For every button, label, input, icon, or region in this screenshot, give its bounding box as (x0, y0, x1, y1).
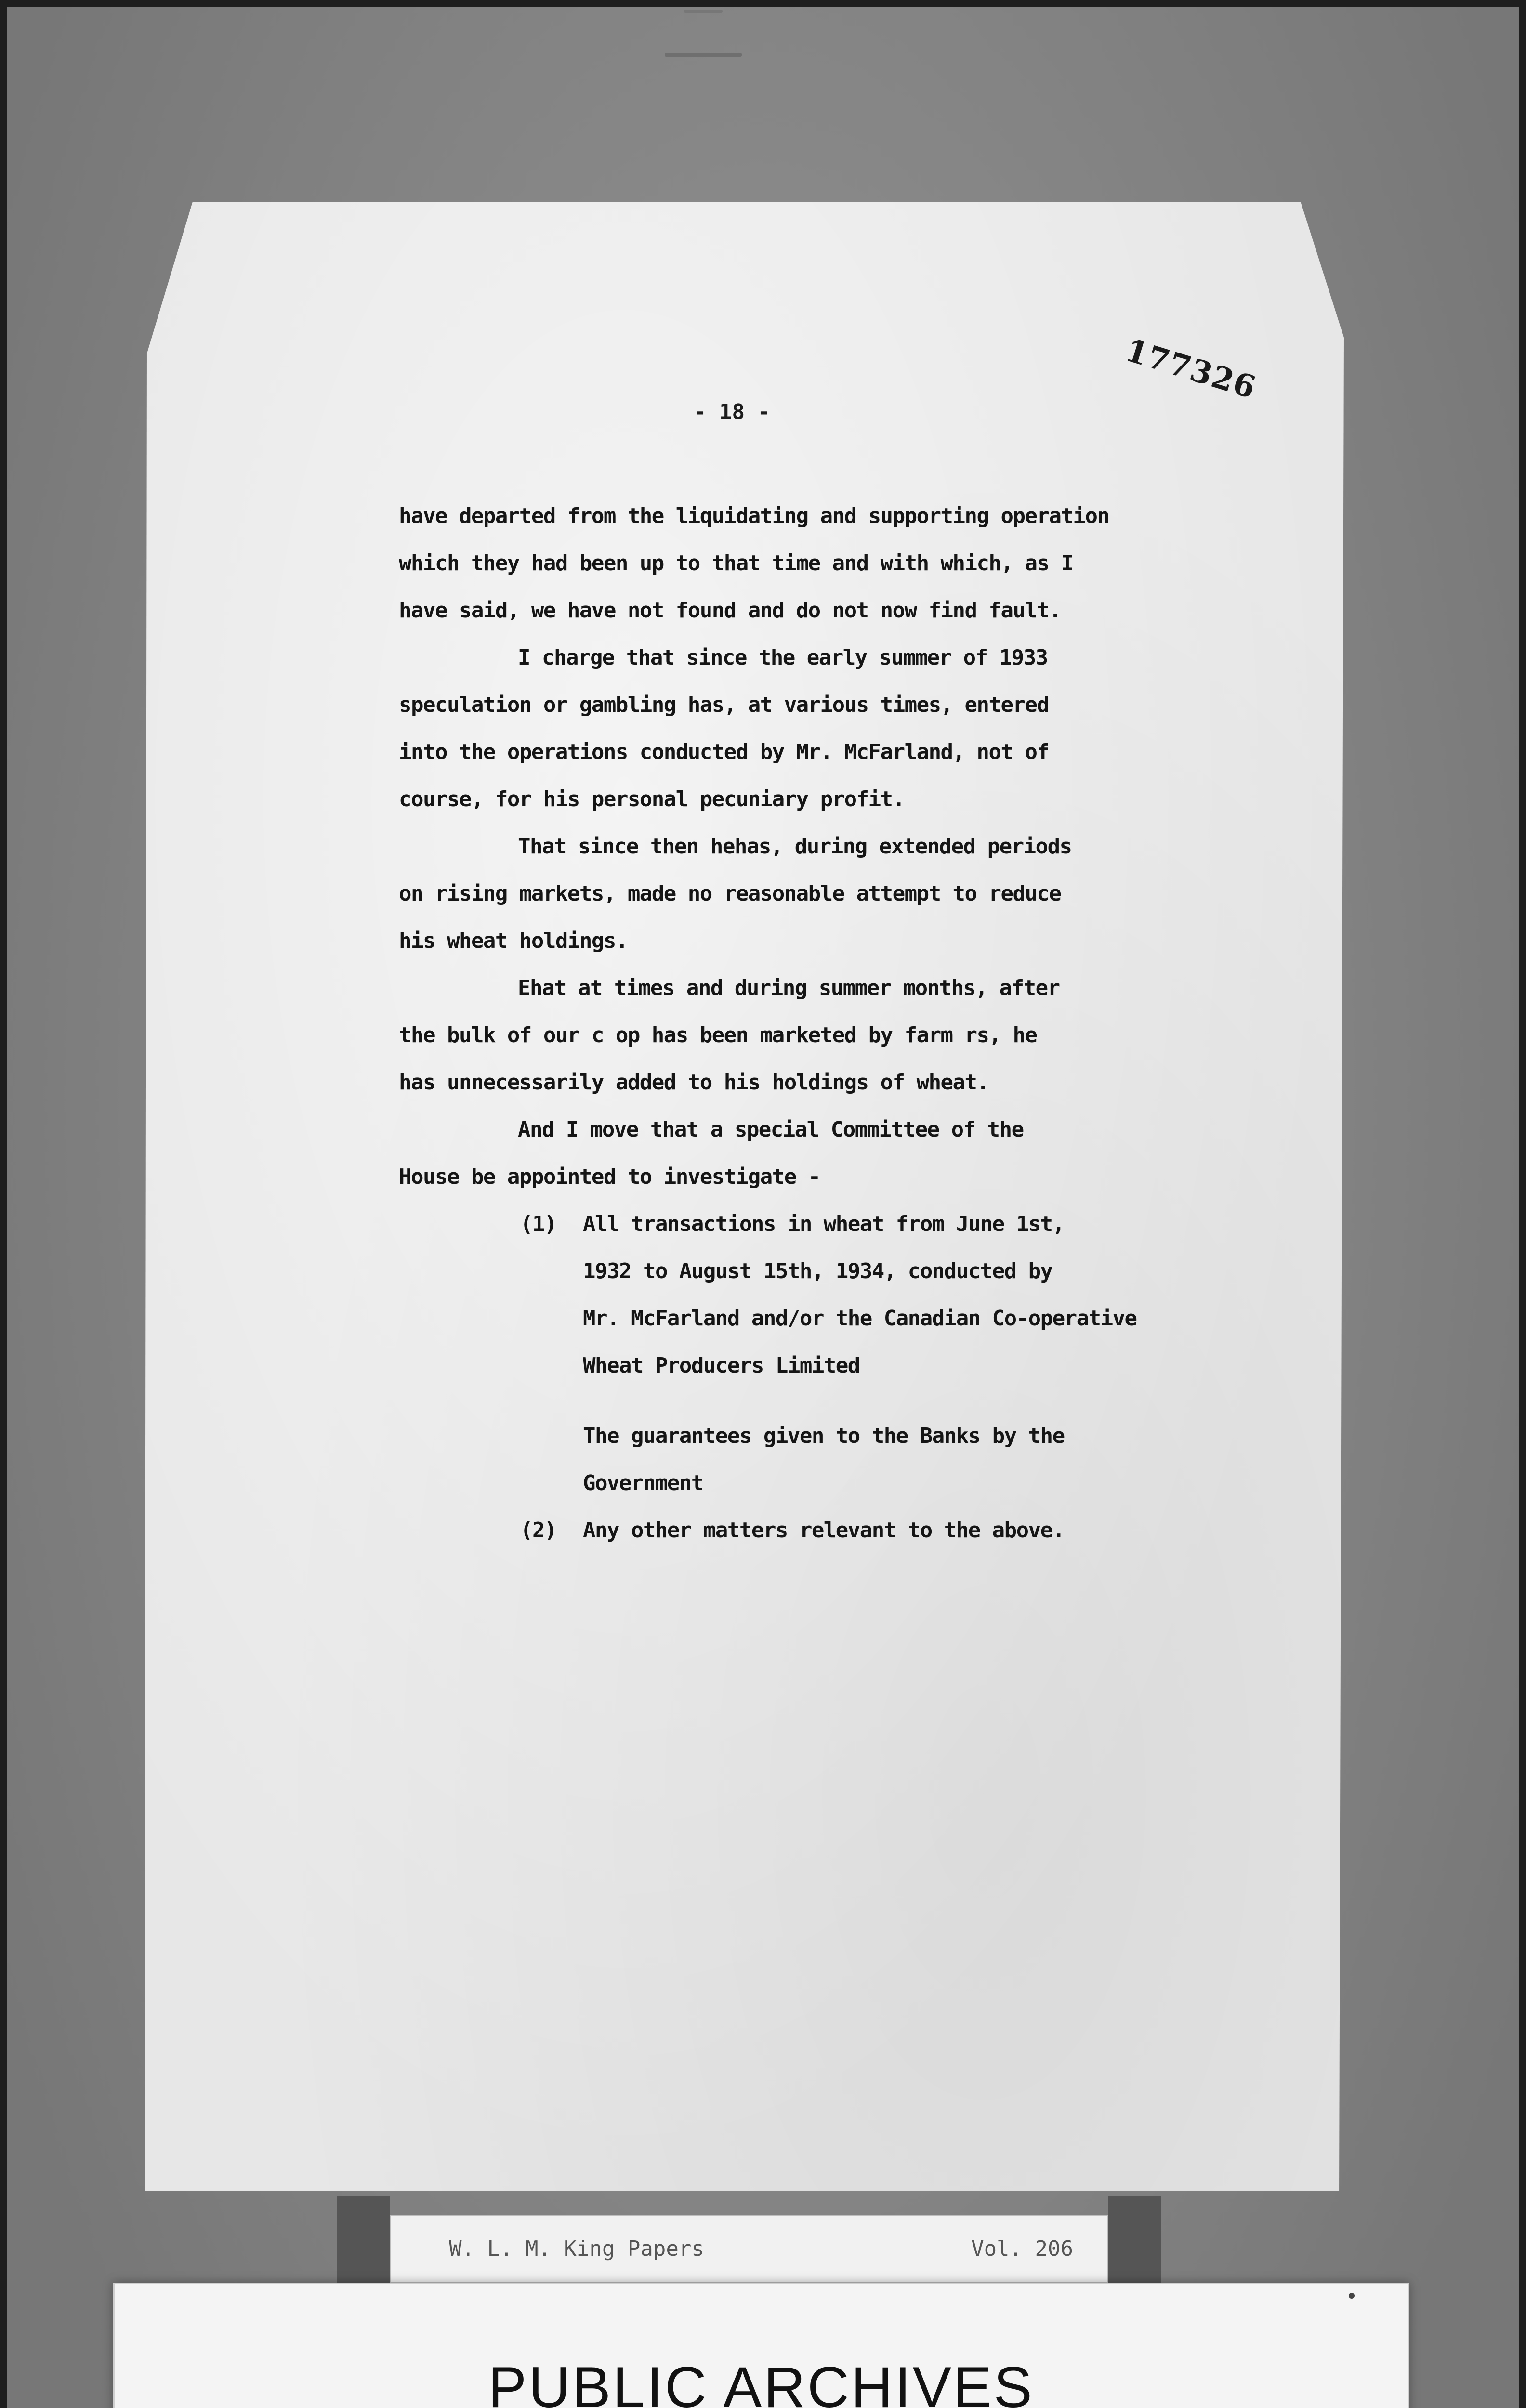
text-line: Wheat Producers Limited (583, 1353, 860, 1378)
text-line: 1932 to August 15th, 1934, conducted by (583, 1259, 1052, 1283)
archives-card (113, 2283, 1409, 2408)
text-line: course, for his personal pecuniary profit. (399, 787, 905, 811)
catalog-number: 177326 (1121, 332, 1261, 406)
text-line: on rising markets, made no reasonable attempt to reduce (399, 881, 1061, 906)
text-line: Government (583, 1471, 703, 1495)
text-line: Ehat at times and during summer months, after (518, 976, 1060, 1000)
text-line: All transactions in wheat from June 1st, (583, 1212, 1065, 1236)
text-line: speculation or gambling has, at various times, entered (399, 693, 1049, 717)
text-line: into the operations conducted by Mr. McFarland, not of (399, 740, 1049, 764)
page-number: - 18 - (694, 400, 770, 424)
text-line: That since then hehas, during extended periods (518, 834, 1072, 859)
text-line: which they had been up to that time and with which, as I (399, 551, 1073, 576)
text-line: have departed from the liquidating and supporting operation (399, 504, 1109, 528)
text-line: have said, we have not found and do not now find fault. (399, 598, 1061, 623)
text-line: House be appointed to investigate - (399, 1165, 820, 1189)
list-marker: (1) (520, 1212, 556, 1236)
text-line: has unnecessarily added to his holdings of wheat. (399, 1070, 989, 1095)
archives-title-english: PUBLIC ARCHIVES (488, 2355, 1034, 2408)
text-line: the bulk of our c op has been marketed by farm rs, he (399, 1023, 1037, 1047)
collection-name: W. L. M. King Papers (449, 2237, 704, 2261)
text-line: I charge that since the early summer of 1933 (518, 645, 1048, 670)
mount-strip (1108, 2196, 1161, 2297)
text-line: Mr. McFarland and/or the Canadian Co-operative (583, 1306, 1137, 1331)
text-line: The guarantees given to the Banks by the (583, 1424, 1065, 1448)
typed-document-sheet (145, 202, 1344, 2191)
card-mark (1349, 2293, 1355, 2299)
list-marker: (2) (520, 1518, 556, 1543)
mount-strip (337, 2196, 390, 2297)
film-mark (684, 10, 723, 13)
collection-label (390, 2215, 1108, 2283)
text-line: Any other matters relevant to the above. (583, 1518, 1065, 1543)
film-mark (665, 53, 742, 57)
text-line: And I move that a special Committee of the (518, 1117, 1024, 1142)
text-line: his wheat holdings. (399, 929, 628, 953)
volume-number: Vol. 206 (971, 2237, 1073, 2261)
